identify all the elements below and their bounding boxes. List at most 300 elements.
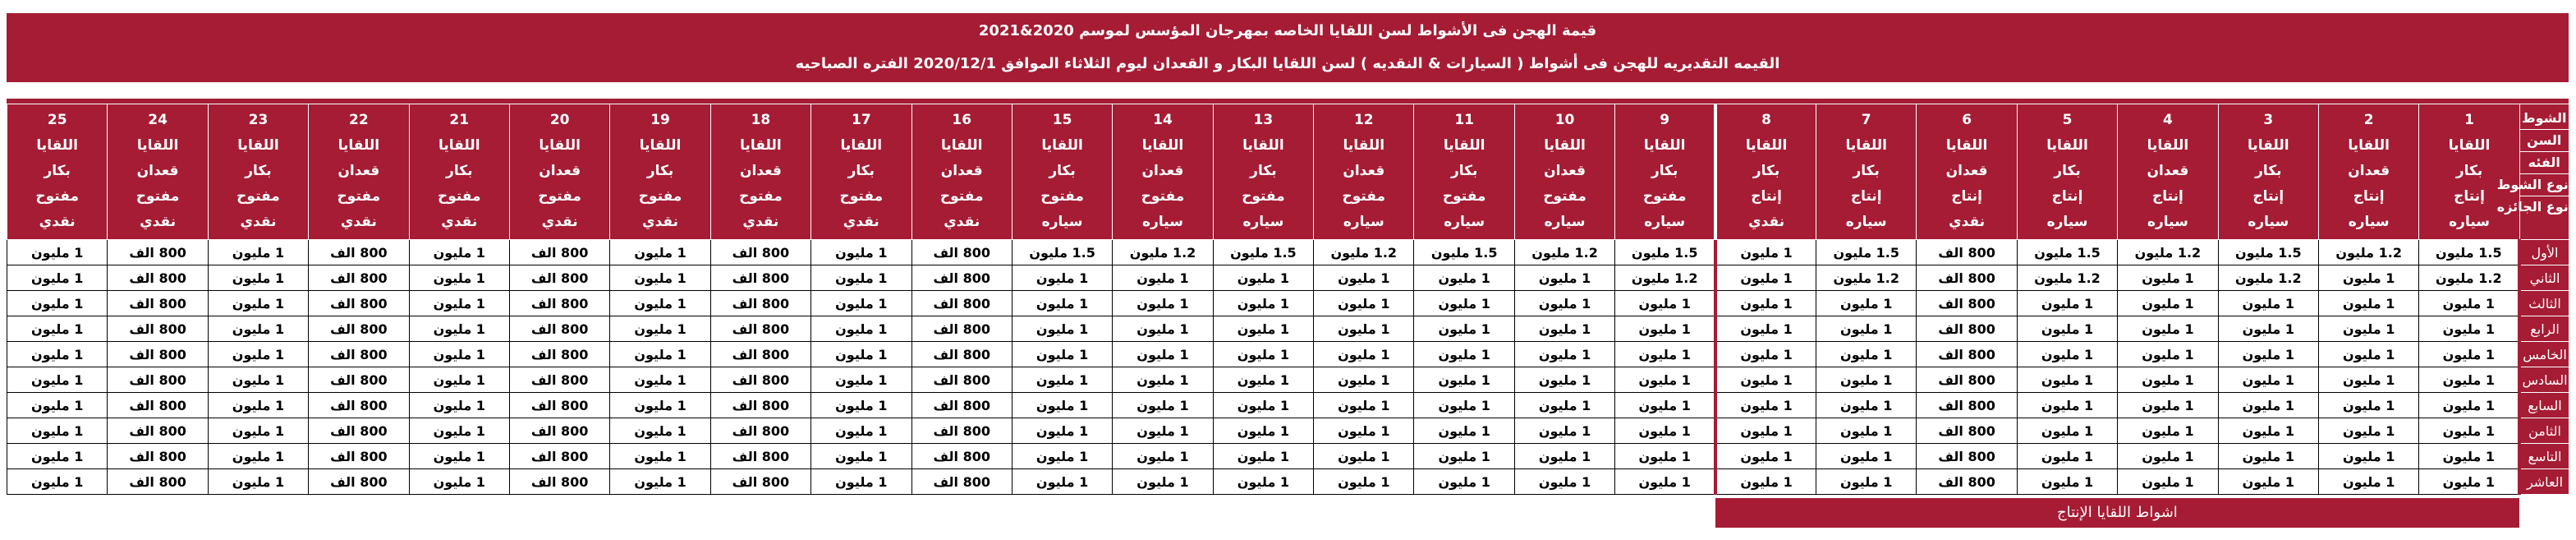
prize-cell: 1.2 مليون — [1816, 265, 1917, 291]
race-type: إنتاج — [2252, 188, 2284, 205]
prize-cell: 1 مليون — [811, 291, 911, 316]
race-prize: سياره — [1041, 214, 1083, 230]
prize-cell: 1 مليون — [1615, 367, 1715, 393]
race-prize: نقدي — [1748, 214, 1785, 230]
race-header-17 — [811, 104, 911, 240]
race-num: 24 — [148, 112, 168, 128]
race-header-23 — [208, 104, 308, 240]
prize-cell: 1 مليون — [1113, 316, 1213, 342]
prize-cell: 1 مليون — [1414, 316, 1514, 342]
race-header-5 — [2017, 104, 2117, 240]
prize-cell: 1 مليون — [1816, 367, 1917, 393]
prize-cell: 1 مليون — [1514, 469, 1614, 495]
race-num: 8 — [1761, 112, 1771, 128]
race-cat: بكار — [847, 163, 875, 179]
prize-cell: 800 الف — [911, 393, 1012, 418]
prize-cell: 1 مليون — [2318, 316, 2418, 342]
race-type: مفتوح — [135, 188, 180, 205]
prize-cell: 1 مليون — [1314, 393, 1414, 418]
prize-cell: 1 مليون — [1514, 291, 1614, 316]
prize-cell: 1 مليون — [1213, 367, 1313, 393]
prize-cell: 1 مليون — [1816, 469, 1917, 495]
prize-cell: 1 مليون — [811, 469, 911, 495]
prize-cell: 1 مليون — [1314, 444, 1414, 469]
race-type: مفتوح — [638, 188, 682, 205]
prize-cell: 1 مليون — [1113, 444, 1213, 469]
prize-cell: 1 مليون — [2118, 393, 2218, 418]
race-num: 7 — [1861, 112, 1871, 128]
race-age: اللقايا — [1443, 137, 1485, 154]
race-prize: سياره — [2147, 214, 2188, 230]
prize-cell: 1 مليون — [1715, 444, 1816, 469]
header-row — [7, 104, 2569, 240]
race-num: 12 — [1353, 112, 1374, 128]
race-age: اللقايا — [1343, 137, 1385, 154]
race-type: مفتوح — [538, 188, 581, 205]
prize-cell: 800 الف — [108, 240, 208, 265]
race-cat: بكار — [1651, 163, 1678, 179]
race-prize: سياره — [1544, 214, 1586, 230]
prize-cell: 800 الف — [108, 469, 208, 495]
race-num: 6 — [1962, 112, 1972, 128]
prize-cell: 800 الف — [1917, 393, 2017, 418]
prize-cell: 800 الف — [509, 367, 609, 393]
prize-cell: 1 مليون — [2017, 367, 2117, 393]
race-header-16 — [911, 104, 1012, 240]
prize-cell: 800 الف — [1917, 240, 2017, 265]
race-header-6 — [1917, 104, 2017, 240]
prize-cell: 1 مليون — [1213, 469, 1313, 495]
prize-cell: 1 مليون — [2318, 418, 2418, 444]
prize-cell: 800 الف — [509, 393, 609, 418]
race-age: اللقايا — [639, 137, 682, 154]
prize-cell: 1 مليون — [1213, 444, 1313, 469]
prize-cell: 800 الف — [309, 240, 409, 265]
prize-cell: 1 مليون — [2218, 393, 2318, 418]
race-prize: نقدي — [340, 214, 377, 230]
prize-cell: 1 مليون — [7, 316, 108, 342]
race-header-13 — [1213, 104, 1313, 240]
prize-cell: 800 الف — [509, 342, 609, 367]
prize-cell: 1 مليون — [610, 469, 710, 495]
prize-cell: 800 الف — [911, 418, 1012, 444]
prize-cell: 1 مليون — [2118, 418, 2218, 444]
prize-cell: 1 مليون — [1414, 444, 1514, 469]
race-num: 13 — [1253, 112, 1274, 128]
race-prize: نقدي — [1949, 214, 1986, 230]
row-labels-cell — [2496, 104, 2569, 240]
race-age: اللقايا — [940, 137, 983, 154]
table-row — [7, 444, 2569, 469]
race-age: اللقايا — [438, 137, 480, 154]
race-num: 25 — [47, 112, 67, 128]
race-type: مفتوح — [236, 188, 280, 205]
prize-cell: 1 مليون — [7, 342, 108, 367]
prize-cell: 800 الف — [309, 469, 409, 495]
prize-cell: 1 مليون — [2419, 316, 2519, 342]
race-cat: قعدان — [2147, 163, 2189, 179]
prize-cell: 1 مليون — [208, 444, 308, 469]
prize-cell: 1 مليون — [811, 444, 911, 469]
prize-cell: 800 الف — [309, 418, 409, 444]
prize-cell: 1 مليون — [1715, 342, 1816, 367]
race-cat: قعدان — [337, 163, 380, 179]
prize-cell: 1 مليون — [1012, 393, 1112, 418]
prize-cell: 1 مليون — [2419, 393, 2519, 418]
prize-cell: 800 الف — [108, 393, 208, 418]
race-cat: بكار — [1450, 163, 1478, 179]
prize-cell: 1 مليون — [1514, 367, 1614, 393]
race-cat: بكار — [1853, 163, 1880, 179]
prize-cell: 1.2 مليون — [2419, 265, 2519, 291]
race-type: مفتوح — [1040, 188, 1084, 205]
race-type: مفتوح — [1342, 188, 1386, 205]
prize-cell: 800 الف — [710, 469, 810, 495]
prize-cell: 1 مليون — [7, 367, 108, 393]
prize-cell: 1 مليون — [1514, 418, 1614, 444]
prize-cell: 1 مليون — [1715, 393, 1816, 418]
prize-cell: 1 مليون — [1314, 469, 1414, 495]
race-cat: قعدان — [539, 163, 581, 179]
race-cat: بكار — [245, 163, 272, 179]
prize-cell: 1 مليون — [811, 342, 911, 367]
prize-cell: 1 مليون — [1012, 418, 1112, 444]
race-num: 20 — [549, 112, 570, 128]
table-row — [7, 367, 2569, 393]
race-header-10 — [1514, 104, 1614, 240]
prize-cell: 800 الف — [710, 291, 810, 316]
prize-cell: 1 مليون — [1816, 291, 1917, 316]
prize-cell: 1 مليون — [1816, 393, 1917, 418]
prize-cell: 1 مليون — [610, 265, 710, 291]
prize-cell: 1.5 مليون — [1414, 240, 1514, 265]
prize-cell: 1.5 مليون — [2218, 240, 2318, 265]
prize-cell: 1 مليون — [208, 393, 308, 418]
prize-cell: 1 مليون — [811, 265, 911, 291]
place-label: التاسع — [2519, 444, 2569, 469]
prize-cell: 1.5 مليون — [1213, 240, 1313, 265]
prize-cell: 1 مليون — [208, 265, 308, 291]
prize-cell: 1 مليون — [1715, 265, 1816, 291]
prize-cell: 1 مليون — [208, 291, 308, 316]
prize-cell: 1 مليون — [1715, 367, 1816, 393]
race-age: اللقايا — [1643, 137, 1686, 154]
race-age: اللقايا — [840, 137, 883, 154]
prize-cell: 1 مليون — [610, 316, 710, 342]
prize-cell: 1 مليون — [610, 240, 710, 265]
prize-cell: 1 مليون — [1113, 367, 1213, 393]
prize-cell: 1 مليون — [1816, 444, 1917, 469]
prize-cell: 1 مليون — [2318, 444, 2418, 469]
race-header-8 — [1715, 104, 1816, 240]
prize-cell: 800 الف — [710, 418, 810, 444]
race-type: إنتاج — [2051, 188, 2083, 205]
prize-cell: 1 مليون — [2017, 393, 2117, 418]
race-cat: قعدان — [1945, 163, 1988, 179]
prize-cell: 800 الف — [108, 265, 208, 291]
race-type: مفتوح — [1242, 188, 1285, 205]
race-cat: قعدان — [1141, 163, 1184, 179]
prize-cell: 1 مليون — [811, 393, 911, 418]
race-cat: بكار — [646, 163, 674, 179]
prize-cell: 1.5 مليون — [2419, 240, 2519, 265]
prize-cell: 1 مليون — [409, 342, 509, 367]
prize-cell: 1 مليون — [2218, 316, 2318, 342]
prize-cell: 1.5 مليون — [1012, 240, 1112, 265]
prize-cell: 1 مليون — [1715, 240, 1816, 265]
prize-cell: 800 الف — [911, 469, 1012, 495]
race-header-15 — [1012, 104, 1112, 240]
race-header-12 — [1314, 104, 1414, 240]
prize-cell: 800 الف — [509, 469, 609, 495]
prize-cell: 1 مليون — [2017, 316, 2117, 342]
prize-cell: 1 مليون — [1213, 291, 1313, 316]
race-prize: سياره — [2449, 214, 2490, 230]
race-cat: بكار — [1250, 163, 1277, 179]
race-num: 16 — [952, 112, 972, 128]
prize-cell: 1 مليون — [409, 444, 509, 469]
race-cat: بكار — [2455, 163, 2483, 179]
prize-cell: 1 مليون — [1314, 418, 1414, 444]
prize-cell: 800 الف — [911, 240, 1012, 265]
prize-cell: 1 مليون — [2118, 444, 2218, 469]
race-cat: قعدان — [940, 163, 983, 179]
prize-cell: 1 مليون — [811, 418, 911, 444]
prize-cell: 800 الف — [1917, 342, 2017, 367]
prize-cell: 1 مليون — [1715, 316, 1816, 342]
place-label: السابع — [2519, 393, 2569, 418]
prize-cell: 1 مليون — [811, 316, 911, 342]
race-type: مفتوح — [35, 188, 79, 205]
prize-cell: 1 مليون — [409, 367, 509, 393]
race-age: اللقايا — [237, 137, 279, 154]
prize-cell: 1 مليون — [1113, 291, 1213, 316]
race-num: 21 — [449, 112, 470, 128]
race-num: 11 — [1454, 112, 1474, 128]
prize-cell: 1 مليون — [1314, 265, 1414, 291]
race-type: إنتاج — [1751, 188, 1782, 205]
race-prize: سياره — [1845, 214, 1887, 230]
prize-cell: 800 الف — [108, 444, 208, 469]
prize-cell: 800 الف — [108, 291, 208, 316]
race-age: اللقايا — [1945, 137, 1988, 154]
prize-cell: 1 مليون — [7, 240, 108, 265]
race-type: مفتوح — [1642, 188, 1687, 205]
race-prize: نقدي — [944, 214, 980, 230]
prize-cell: 1 مليون — [1514, 342, 1614, 367]
row-label: نوع الشوط — [2520, 174, 2569, 196]
race-age: اللقايا — [1745, 137, 1788, 154]
prize-cell: 1 مليون — [208, 469, 308, 495]
race-age: اللقايا — [740, 137, 782, 154]
prize-cell: 1 مليون — [1113, 469, 1213, 495]
table-row — [7, 265, 2569, 291]
prize-cell: 1 مليون — [7, 393, 108, 418]
prize-cell: 1 مليون — [1213, 316, 1313, 342]
race-num: 9 — [1660, 112, 1670, 128]
race-header-7 — [1816, 104, 1917, 240]
prize-cell: 1 مليون — [610, 367, 710, 393]
race-age: اللقايا — [1041, 137, 1083, 154]
race-header-3 — [2218, 104, 2318, 240]
race-cat: بكار — [1752, 163, 1780, 179]
prize-cell: 1 مليون — [2017, 418, 2117, 444]
race-num: 22 — [349, 112, 369, 128]
prize-cell: 800 الف — [309, 367, 409, 393]
prize-cell: 1 مليون — [1314, 342, 1414, 367]
prize-cell: 1.2 مليون — [2017, 265, 2117, 291]
prize-cell: 1 مليون — [1012, 342, 1112, 367]
race-age: اللقايا — [539, 137, 581, 154]
prize-cell: 1 مليون — [1615, 316, 1715, 342]
prize-cell: 800 الف — [509, 265, 609, 291]
race-age: اللقايا — [136, 137, 179, 154]
prize-cell: 1 مليون — [1012, 316, 1112, 342]
race-cat: بكار — [2255, 163, 2282, 179]
prize-cell: 1 مليون — [409, 418, 509, 444]
prize-cell: 1 مليون — [2419, 418, 2519, 444]
race-age: اللقايا — [1845, 137, 1887, 154]
prize-cell: 1 مليون — [2318, 393, 2418, 418]
prize-cell: 1 مليون — [2118, 469, 2218, 495]
race-header-20 — [509, 104, 609, 240]
place-label: السادس — [2519, 367, 2569, 393]
prize-cell: 1 مليون — [409, 291, 509, 316]
prize-cell: 1 مليون — [1414, 291, 1514, 316]
race-age: اللقايا — [36, 137, 78, 154]
race-header-9 — [1615, 104, 1715, 240]
prize-cell: 1 مليون — [1514, 265, 1614, 291]
race-num: 18 — [751, 112, 771, 128]
prize-cell: 1 مليون — [1414, 418, 1514, 444]
race-cat: قعدان — [1544, 163, 1586, 179]
prize-cell: 1 مليون — [1414, 367, 1514, 393]
race-cat: بكار — [1049, 163, 1076, 179]
prize-cell: 800 الف — [1917, 418, 2017, 444]
race-type: إنتاج — [2353, 188, 2385, 205]
race-header-25 — [7, 104, 108, 240]
race-prize: نقدي — [642, 214, 679, 230]
prize-cell: 1 مليون — [2017, 469, 2117, 495]
race-prize: سياره — [1644, 214, 1686, 230]
prize-cell: 1 مليون — [2218, 291, 2318, 316]
prize-cell: 1 مليون — [1615, 418, 1715, 444]
prize-cell: 1 مليون — [811, 240, 911, 265]
race-age: اللقايا — [337, 137, 380, 154]
prize-cell: 800 الف — [710, 342, 810, 367]
race-type: مفتوح — [939, 188, 984, 205]
prize-cell: 1 مليون — [610, 393, 710, 418]
race-prize: نقدي — [140, 214, 177, 230]
prize-cell: 1 مليون — [1514, 444, 1614, 469]
prize-cell: 1 مليون — [1012, 469, 1112, 495]
prize-cell: 1 مليون — [208, 240, 308, 265]
prize-cell: 1 مليون — [1615, 444, 1715, 469]
race-header-1 — [2419, 104, 2519, 240]
race-type: مفتوح — [337, 188, 381, 205]
table-row — [7, 393, 2569, 418]
prize-cell: 1 مليون — [2017, 444, 2117, 469]
prize-cell: 1 مليون — [1213, 265, 1313, 291]
prize-cell: 800 الف — [911, 342, 1012, 367]
prize-cell: 800 الف — [309, 265, 409, 291]
prize-cell: 1 مليون — [610, 444, 710, 469]
prize-cell: 1 مليون — [2118, 265, 2218, 291]
prize-cell: 1 مليون — [1113, 393, 1213, 418]
race-type: مفتوح — [1543, 188, 1586, 205]
prize-cell: 1.2 مليون — [1514, 240, 1614, 265]
prize-cell: 800 الف — [309, 342, 409, 367]
prize-cell: 1 مليون — [1715, 469, 1816, 495]
race-age: اللقايا — [2147, 137, 2189, 154]
place-label: الرابع — [2519, 316, 2569, 342]
race-age: اللقايا — [2248, 137, 2289, 154]
row-label: الشوط — [2520, 108, 2569, 130]
race-header-24 — [108, 104, 208, 240]
table-row — [7, 240, 2569, 265]
prize-cell: 1 مليون — [409, 265, 509, 291]
prize-cell: 800 الف — [1917, 291, 2017, 316]
prize-cell: 1 مليون — [1012, 291, 1112, 316]
race-prize: سياره — [1142, 214, 1183, 230]
prize-cell: 800 الف — [509, 418, 609, 444]
prize-cell: 800 الف — [1917, 367, 2017, 393]
prize-cell: 800 الف — [509, 316, 609, 342]
prize-cell: 1 مليون — [409, 469, 509, 495]
race-num: 14 — [1153, 112, 1173, 128]
prize-cell: 1 مليون — [1012, 265, 1112, 291]
prize-cell: 800 الف — [108, 418, 208, 444]
race-num: 4 — [2162, 112, 2173, 128]
prize-cell: 1 مليون — [1715, 291, 1816, 316]
prize-cell: 1 مليون — [2419, 469, 2519, 495]
race-num: 23 — [248, 112, 269, 128]
race-num: 17 — [851, 112, 871, 128]
prize-cell: 1 مليون — [2419, 367, 2519, 393]
prize-cell: 1 مليون — [1314, 316, 1414, 342]
race-cat: بكار — [446, 163, 473, 179]
production-races-label: اشواط اللقايا الإنتاج — [1715, 498, 2519, 528]
prize-cell: 1.2 مليون — [2118, 240, 2218, 265]
prize-cell: 1 مليون — [1213, 418, 1313, 444]
prize-cell: 1 مليون — [1816, 316, 1917, 342]
prize-cell: 1 مليون — [2017, 342, 2117, 367]
race-num: 3 — [2263, 112, 2274, 128]
prize-cell: 1 مليون — [1012, 444, 1112, 469]
prize-cell: 800 الف — [1917, 469, 2017, 495]
table-row — [7, 469, 2569, 495]
table-row — [7, 291, 2569, 316]
prize-cell: 1 مليون — [1615, 393, 1715, 418]
race-prize: سياره — [1343, 214, 1384, 230]
prize-cell: 1 مليون — [2118, 367, 2218, 393]
prize-cell: 1 مليون — [1414, 342, 1514, 367]
prize-cell: 800 الف — [108, 316, 208, 342]
prize-cell: 800 الف — [1917, 444, 2017, 469]
prize-cell: 1 مليون — [1314, 367, 1414, 393]
race-prize: نقدي — [441, 214, 478, 230]
page-title: قيمة الهجن فى الأشواط لسن اللقايا الخاصه بمهرجان المؤسس لموسم 2020&2021 — [7, 13, 2569, 49]
prize-cell: 1 مليون — [2218, 444, 2318, 469]
race-header-14 — [1113, 104, 1213, 240]
race-age: اللقايا — [2348, 137, 2390, 154]
prize-cell: 1 مليون — [2318, 291, 2418, 316]
prize-cell: 1 مليون — [1012, 367, 1112, 393]
prize-cell: 800 الف — [309, 444, 409, 469]
race-age: اللقايا — [1242, 137, 1284, 154]
race-age: اللقايا — [2046, 137, 2088, 154]
row-label: الفئه — [2520, 152, 2569, 174]
